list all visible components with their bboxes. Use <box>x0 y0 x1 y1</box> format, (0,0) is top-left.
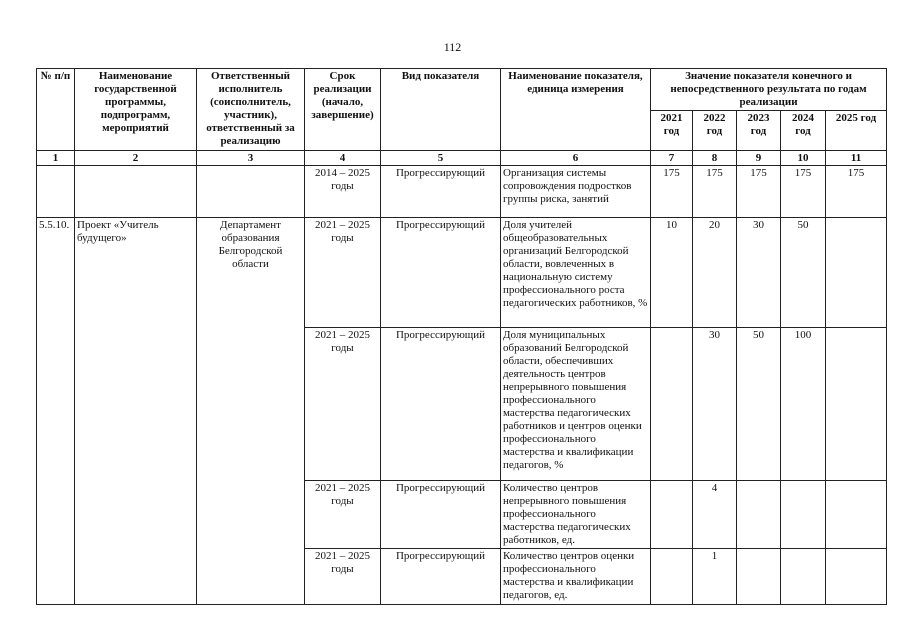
cell-value: 175 <box>781 166 826 218</box>
column-number: 2 <box>75 151 197 166</box>
header-year: 2024 год <box>781 111 826 151</box>
cell-type: Прогрессирующий <box>381 549 501 605</box>
cell-no <box>37 166 75 218</box>
cell-value: 1 <box>693 549 737 605</box>
cell-term: 2021 – 2025 годы <box>305 481 381 549</box>
cell-value <box>781 549 826 605</box>
column-number: 1 <box>37 151 75 166</box>
cell-type: Прогрессирующий <box>381 218 501 328</box>
column-number: 11 <box>826 151 887 166</box>
cell-no: 5.5.10. <box>37 218 75 605</box>
page-number: 112 <box>443 40 462 54</box>
cell-value <box>737 481 781 549</box>
header-year: 2022 год <box>693 111 737 151</box>
cell-value: 175 <box>651 166 693 218</box>
cell-responsible <box>197 166 305 218</box>
column-number: 8 <box>693 151 737 166</box>
header-responsible: Ответственный исполнитель (соисполнитель, участник), ответственный за реализацию <box>197 69 305 151</box>
cell-value: 175 <box>693 166 737 218</box>
cell-value <box>826 481 887 549</box>
header-row <box>37 69 887 111</box>
cell-value <box>781 481 826 549</box>
header-values-group: Значение показателя конечного и непосредственного результата по годам реализации <box>651 69 887 111</box>
cell-indicator: Количество центров непрерывного повышения профессионального мастерства педагогических работников, ед. <box>501 481 651 549</box>
cell-type: Прогрессирующий <box>381 166 501 218</box>
column-number: 7 <box>651 151 693 166</box>
header-indicator-name: Наименование показателя, единица измерения <box>501 69 651 151</box>
cell-type: Прогрессирующий <box>381 481 501 549</box>
header-term: Срок реализации (начало, завершение) <box>305 69 381 151</box>
column-number: 6 <box>501 151 651 166</box>
column-number: 9 <box>737 151 781 166</box>
cell-responsible: Департамент образования Белгородской области <box>197 218 305 605</box>
cell-value: 30 <box>737 218 781 328</box>
cell-term: 2021 – 2025 годы <box>305 328 381 481</box>
cell-value <box>826 328 887 481</box>
cell-value: 50 <box>737 328 781 481</box>
cell-indicator: Организация системы сопровождения подростков группы риска, занятий <box>501 166 651 218</box>
cell-type: Прогрессирующий <box>381 328 501 481</box>
cell-name: Проект «Учитель будущего» <box>75 218 197 605</box>
cell-value: 175 <box>826 166 887 218</box>
cell-value <box>826 549 887 605</box>
header-year: 2023 год <box>737 111 781 151</box>
cell-value <box>651 549 693 605</box>
table-row <box>37 218 887 328</box>
cell-value: 4 <box>693 481 737 549</box>
cell-value: 10 <box>651 218 693 328</box>
column-numbers-row <box>37 151 887 166</box>
header-year: 2021 год <box>651 111 693 151</box>
cell-indicator: Доля учителей общеобразовательных организаций Белгородской области, вовлеченных в национальную систему профессионального роста педагогических работников, % <box>501 218 651 328</box>
cell-indicator: Количество центров оценки профессионального мастерства и квалификации педагогов, ед. <box>501 549 651 605</box>
header-year: 2025 год <box>826 111 887 151</box>
cell-value: 50 <box>781 218 826 328</box>
column-number: 10 <box>781 151 826 166</box>
header-no: № п/п <box>37 69 75 151</box>
column-number: 5 <box>381 151 501 166</box>
table-row <box>37 166 887 218</box>
cell-value <box>651 481 693 549</box>
cell-value <box>737 549 781 605</box>
column-number: 3 <box>197 151 305 166</box>
cell-value <box>651 328 693 481</box>
cell-value: 20 <box>693 218 737 328</box>
cell-term: 2014 – 2025 годы <box>305 166 381 218</box>
cell-value: 100 <box>781 328 826 481</box>
column-number: 4 <box>305 151 381 166</box>
cell-value: 30 <box>693 328 737 481</box>
cell-term: 2021 – 2025 годы <box>305 218 381 328</box>
cell-indicator: Доля муниципальных образований Белгородской области, обеспечивших деятельность центров непрерывного повышения профессионального мастерства педагогических работников и центров оценки профессионального мастерства и квалификации педагогов, % <box>501 328 651 481</box>
cell-value: 175 <box>737 166 781 218</box>
indicators-table <box>36 68 887 605</box>
header-indicator-type: Вид показателя <box>381 69 501 151</box>
cell-name <box>75 166 197 218</box>
cell-value <box>826 218 887 328</box>
cell-term: 2021 – 2025 годы <box>305 549 381 605</box>
header-name: Наименование государственной программы, подпрограмм, мероприятий <box>75 69 197 151</box>
